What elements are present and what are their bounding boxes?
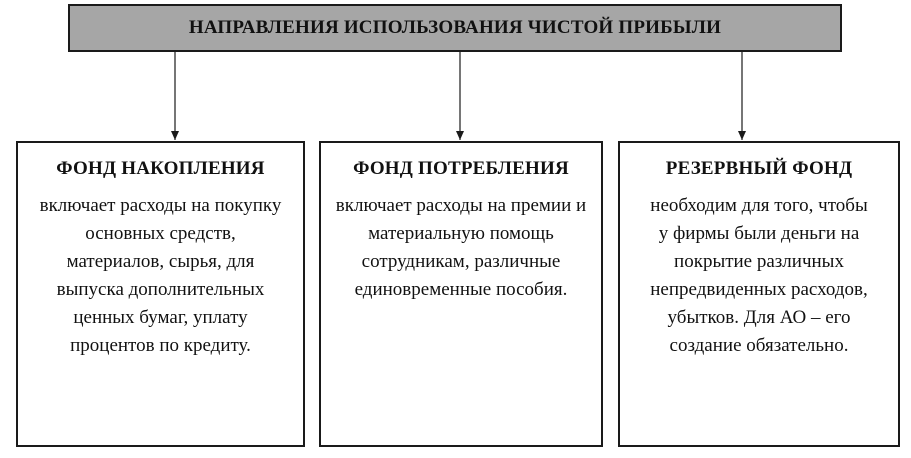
consumption-fund-box bbox=[319, 141, 603, 447]
reserve-fund-box bbox=[618, 141, 900, 447]
fund-description: необходим для того, чтобы у фирмы были деньги на покрытие различных непредвиденных расходов, убытков. Для АО – его создание обязательно. bbox=[650, 195, 868, 356]
accumulation-fund-box bbox=[16, 141, 305, 447]
diagram-title: НАПРАВЛЕНИЯ ИСПОЛЬЗОВАНИЯ ЧИСТОЙ ПРИБЫЛИ bbox=[188, 17, 722, 38]
fund-description: включает расходы на премии и материальную помощь сотрудникам, различные единовременные пособия. bbox=[335, 195, 587, 300]
fund-title: ФОНД ПОТРЕБЛЕНИЯ bbox=[353, 158, 569, 179]
fund-title: РЕЗЕРВНЫЙ ФОНД bbox=[665, 158, 853, 179]
fund-description: включает расходы на покупку основных средств, материалов, сырья, для выпуска дополнительных ценных бумаг, уплату процентов по кредиту. bbox=[39, 195, 282, 356]
fund-title: ФОНД НАКОПЛЕНИЯ bbox=[56, 158, 265, 179]
